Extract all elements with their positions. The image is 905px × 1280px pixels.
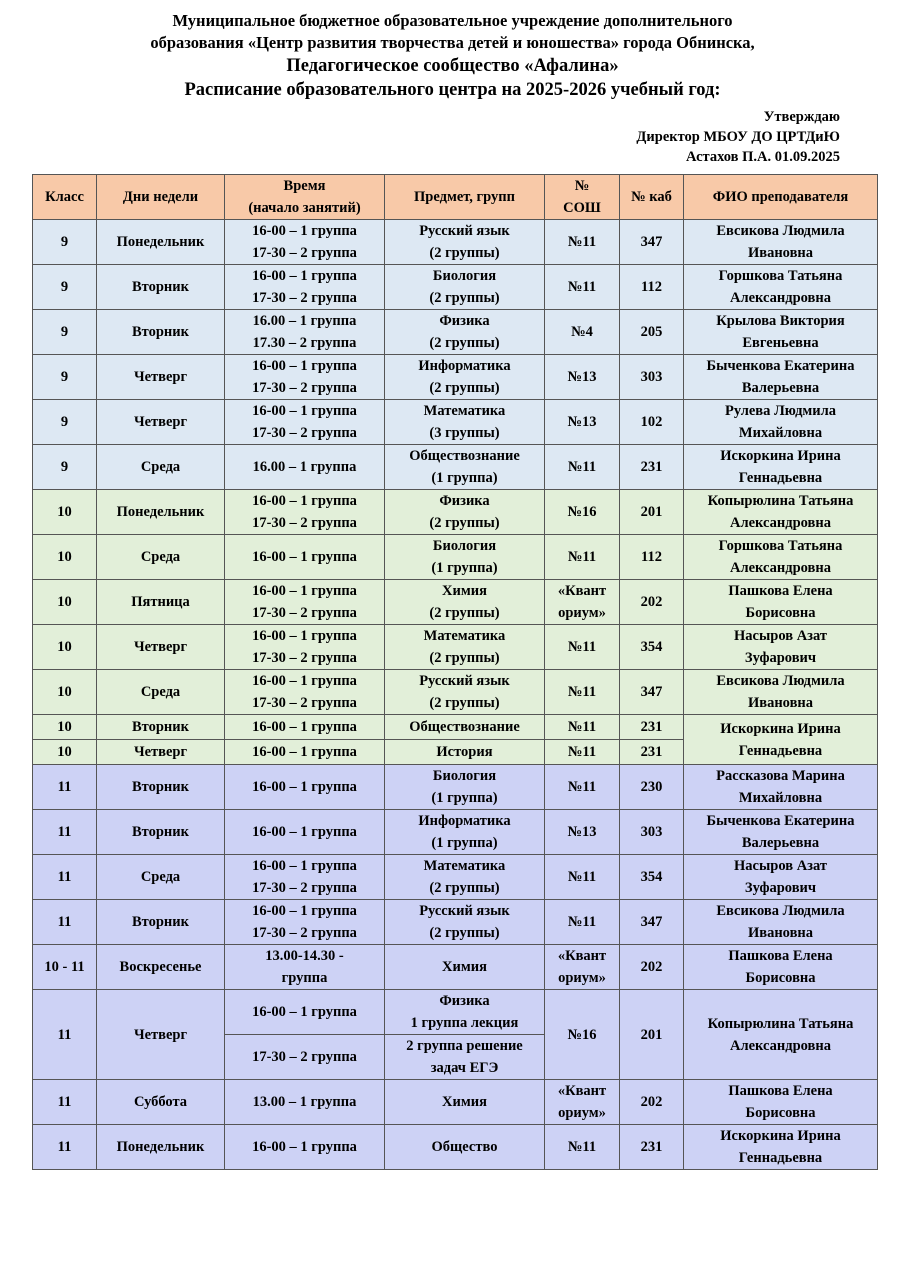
- room-cell: 231: [620, 715, 684, 740]
- subject-cell: Информатика (2 группы): [385, 355, 545, 400]
- teacher-cell: Быченкова Екатерина Валерьевна: [684, 355, 878, 400]
- time-cell: 16-00 – 1 группа: [225, 535, 385, 580]
- school-cell: «Квант ориум»: [545, 1080, 620, 1125]
- teacher-cell: Рассказова Марина Михайловна: [684, 765, 878, 810]
- teacher-cell: Пашкова Елена Борисовна: [684, 1080, 878, 1125]
- class-cell: 10: [33, 490, 97, 535]
- room-cell: 303: [620, 810, 684, 855]
- subject-cell: История: [385, 740, 545, 765]
- class-cell: 11: [33, 765, 97, 810]
- approval-block: [636, 107, 840, 167]
- school-cell: №11: [545, 740, 620, 765]
- time-cell: 13.00 – 1 группа: [225, 1080, 385, 1125]
- day-cell: Вторник: [97, 715, 225, 740]
- school-cell: №11: [545, 765, 620, 810]
- teacher-cell: Искоркина Ирина Геннадьевна: [684, 715, 878, 765]
- table-row: [33, 990, 878, 1035]
- time-cell: 16-00 – 1 группа: [225, 1125, 385, 1170]
- time-cell: 16.00 – 1 группа 17.30 – 2 группа: [225, 310, 385, 355]
- room-cell: 231: [620, 1125, 684, 1170]
- table-row: [33, 855, 878, 900]
- teacher-cell: Копырюлина Татьяна Александровна: [684, 990, 878, 1080]
- school-cell: №11: [545, 265, 620, 310]
- subject-cell: 2 группа решение задач ЕГЭ: [385, 1035, 545, 1080]
- header-school: № СОШ: [545, 175, 620, 220]
- signature-line: Астахов П.А. 01.09.2025: [685, 149, 840, 165]
- room-cell: 347: [620, 900, 684, 945]
- day-cell: Вторник: [97, 310, 225, 355]
- school-cell: «Квант ориум»: [545, 945, 620, 990]
- time-cell: 16-00 – 1 группа 17-30 – 2 группа: [225, 900, 385, 945]
- teacher-cell: Искоркина Ирина Геннадьевна: [684, 445, 878, 490]
- room-cell: 201: [620, 490, 684, 535]
- teacher-cell: Крылова Виктория Евгеньевна: [684, 310, 878, 355]
- day-cell: Понедельник: [97, 220, 225, 265]
- time-cell: 16-00 – 1 группа: [225, 740, 385, 765]
- room-cell: 102: [620, 400, 684, 445]
- day-cell: Среда: [97, 670, 225, 715]
- class-cell: 10 - 11: [33, 945, 97, 990]
- teacher-cell: Насыров Азат Зуфарович: [684, 855, 878, 900]
- day-cell: Вторник: [97, 265, 225, 310]
- school-cell: №13: [545, 810, 620, 855]
- day-cell: Среда: [97, 445, 225, 490]
- room-cell: 112: [620, 535, 684, 580]
- day-cell: Четверг: [97, 355, 225, 400]
- teacher-cell: Пашкова Елена Борисовна: [684, 945, 878, 990]
- time-cell: 16-00 – 1 группа 17-30 – 2 группа: [225, 670, 385, 715]
- time-cell: 16-00 – 1 группа: [225, 990, 385, 1035]
- subject-cell: Физика (2 группы): [385, 310, 545, 355]
- school-cell: №16: [545, 990, 620, 1080]
- class-cell: 10: [33, 625, 97, 670]
- approval-line: Утверждаю: [763, 109, 840, 125]
- school-cell: №13: [545, 355, 620, 400]
- subject-cell: Русский язык (2 группы): [385, 670, 545, 715]
- teacher-cell: Горшкова Татьяна Александровна: [684, 535, 878, 580]
- subject-cell: Химия: [385, 945, 545, 990]
- day-cell: Среда: [97, 535, 225, 580]
- day-cell: Воскресенье: [97, 945, 225, 990]
- class-cell: 11: [33, 810, 97, 855]
- room-cell: 303: [620, 355, 684, 400]
- time-cell: 16-00 – 1 группа: [225, 765, 385, 810]
- day-cell: Понедельник: [97, 490, 225, 535]
- table-row: [33, 900, 878, 945]
- teacher-cell: Насыров Азат Зуфарович: [684, 625, 878, 670]
- table-row: [33, 945, 878, 990]
- school-cell: №11: [545, 535, 620, 580]
- table-row: [33, 490, 878, 535]
- teacher-cell: Евсикова Людмила Ивановна: [684, 670, 878, 715]
- day-cell: Среда: [97, 855, 225, 900]
- teacher-cell: Искоркина Ирина Геннадьевна: [684, 1125, 878, 1170]
- subject-cell: Русский язык (2 группы): [385, 220, 545, 265]
- table-row: [33, 400, 878, 445]
- school-cell: №11: [545, 715, 620, 740]
- table-header-row: [33, 175, 878, 220]
- time-cell: 16-00 – 1 группа 17-30 – 2 группа: [225, 355, 385, 400]
- time-cell: 16-00 – 1 группа 17-30 – 2 группа: [225, 580, 385, 625]
- room-cell: 354: [620, 625, 684, 670]
- subject-cell: Математика (3 группы): [385, 400, 545, 445]
- table-row: [33, 715, 878, 740]
- room-cell: 231: [620, 740, 684, 765]
- day-cell: Четверг: [97, 400, 225, 445]
- school-cell: «Квант ориум»: [545, 580, 620, 625]
- class-cell: 11: [33, 1080, 97, 1125]
- room-cell: 112: [620, 265, 684, 310]
- time-cell: 16-00 – 1 группа: [225, 810, 385, 855]
- table-row: [33, 765, 878, 810]
- header-room: № каб: [620, 175, 684, 220]
- room-cell: 347: [620, 220, 684, 265]
- schedule-table: [32, 174, 878, 1170]
- room-cell: 201: [620, 990, 684, 1080]
- subject-cell: Общество: [385, 1125, 545, 1170]
- subject-cell: Обществознание (1 группа): [385, 445, 545, 490]
- time-cell: 17-30 – 2 группа: [225, 1035, 385, 1080]
- room-cell: 230: [620, 765, 684, 810]
- room-cell: 202: [620, 1080, 684, 1125]
- table-row: [33, 310, 878, 355]
- day-cell: Вторник: [97, 810, 225, 855]
- subject-cell: Математика (2 группы): [385, 855, 545, 900]
- class-cell: 9: [33, 355, 97, 400]
- class-cell: 10: [33, 580, 97, 625]
- school-cell: №11: [545, 220, 620, 265]
- teacher-cell: Горшкова Татьяна Александровна: [684, 265, 878, 310]
- day-cell: Понедельник: [97, 1125, 225, 1170]
- org-name-line-2: образования «Центр развития творчества детей и юношества» города Обнинска,: [150, 33, 755, 52]
- time-cell: 16.00 – 1 группа: [225, 445, 385, 490]
- time-cell: 16-00 – 1 группа 17-30 – 2 группа: [225, 625, 385, 670]
- header-teacher: ФИО преподавателя: [684, 175, 878, 220]
- subject-cell: Химия: [385, 1080, 545, 1125]
- header-class: Класс: [33, 175, 97, 220]
- subject-cell: Математика (2 группы): [385, 625, 545, 670]
- teacher-cell: Евсикова Людмила Ивановна: [684, 220, 878, 265]
- room-cell: 202: [620, 580, 684, 625]
- table-row: [33, 265, 878, 310]
- day-cell: Вторник: [97, 765, 225, 810]
- schedule-title: Расписание образовательного центра на 2025-2026 учебный год:: [184, 80, 721, 100]
- teacher-cell: Быченкова Екатерина Валерьевна: [684, 810, 878, 855]
- teacher-cell: Рулева Людмила Михайловна: [684, 400, 878, 445]
- subject-cell: Русский язык (2 группы): [385, 900, 545, 945]
- room-cell: 347: [620, 670, 684, 715]
- room-cell: 205: [620, 310, 684, 355]
- room-cell: 231: [620, 445, 684, 490]
- school-cell: №11: [545, 445, 620, 490]
- header-day: Дни недели: [97, 175, 225, 220]
- day-cell: Четверг: [97, 625, 225, 670]
- class-cell: 10: [33, 535, 97, 580]
- table-row: [33, 535, 878, 580]
- class-cell: 9: [33, 445, 97, 490]
- day-cell: Суббота: [97, 1080, 225, 1125]
- subject-cell: Биология (2 группы): [385, 265, 545, 310]
- teacher-cell: Пашкова Елена Борисовна: [684, 580, 878, 625]
- table-row: [33, 810, 878, 855]
- day-cell: Четверг: [97, 990, 225, 1080]
- table-row: [33, 625, 878, 670]
- time-cell: 16-00 – 1 группа 17-30 – 2 группа: [225, 220, 385, 265]
- subject-cell: Информатика (1 группа): [385, 810, 545, 855]
- header-time: Время (начало занятий): [225, 175, 385, 220]
- community-name: Педагогическое сообщество «Афалина»: [286, 56, 619, 76]
- class-cell: 11: [33, 855, 97, 900]
- class-cell: 10: [33, 715, 97, 740]
- org-name-line-1: Муниципальное бюджетное образовательное учреждение дополнительного: [172, 11, 733, 30]
- school-cell: №13: [545, 400, 620, 445]
- school-cell: №11: [545, 625, 620, 670]
- room-cell: 202: [620, 945, 684, 990]
- school-cell: №11: [545, 855, 620, 900]
- school-cell: №11: [545, 900, 620, 945]
- table-row: [33, 445, 878, 490]
- time-cell: 16-00 – 1 группа 17-30 – 2 группа: [225, 855, 385, 900]
- table-row: [33, 355, 878, 400]
- class-cell: 9: [33, 310, 97, 355]
- school-cell: №11: [545, 670, 620, 715]
- class-cell: 11: [33, 990, 97, 1080]
- teacher-cell: Копырюлина Татьяна Александровна: [684, 490, 878, 535]
- school-cell: №16: [545, 490, 620, 535]
- time-cell: 16-00 – 1 группа 17-30 – 2 группа: [225, 490, 385, 535]
- header-subject: Предмет, групп: [385, 175, 545, 220]
- class-cell: 11: [33, 900, 97, 945]
- room-cell: 354: [620, 855, 684, 900]
- subject-cell: Биология (1 группа): [385, 765, 545, 810]
- school-cell: №4: [545, 310, 620, 355]
- time-cell: 16-00 – 1 группа 17-30 – 2 группа: [225, 265, 385, 310]
- subject-cell: Физика 1 группа лекция: [385, 990, 545, 1035]
- time-cell: 16-00 – 1 группа: [225, 715, 385, 740]
- class-cell: 10: [33, 670, 97, 715]
- day-cell: Четверг: [97, 740, 225, 765]
- table-row: [33, 1125, 878, 1170]
- class-cell: 9: [33, 400, 97, 445]
- class-cell: 9: [33, 220, 97, 265]
- day-cell: Вторник: [97, 900, 225, 945]
- class-cell: 10: [33, 740, 97, 765]
- time-cell: 13.00-14.30 - группа: [225, 945, 385, 990]
- class-cell: 11: [33, 1125, 97, 1170]
- director-line: Директор МБОУ ДО ЦРТДиЮ: [636, 129, 840, 145]
- class-cell: 9: [33, 265, 97, 310]
- table-row: [33, 670, 878, 715]
- teacher-cell: Евсикова Людмила Ивановна: [684, 900, 878, 945]
- school-cell: №11: [545, 1125, 620, 1170]
- table-row: [33, 1080, 878, 1125]
- subject-cell: Биология (1 группа): [385, 535, 545, 580]
- subject-cell: Обществознание: [385, 715, 545, 740]
- document-header: [0, 10, 905, 102]
- time-cell: 16-00 – 1 группа 17-30 – 2 группа: [225, 400, 385, 445]
- day-cell: Пятница: [97, 580, 225, 625]
- subject-cell: Химия (2 группы): [385, 580, 545, 625]
- table-row: [33, 220, 878, 265]
- table-row: [33, 580, 878, 625]
- subject-cell: Физика (2 группы): [385, 490, 545, 535]
